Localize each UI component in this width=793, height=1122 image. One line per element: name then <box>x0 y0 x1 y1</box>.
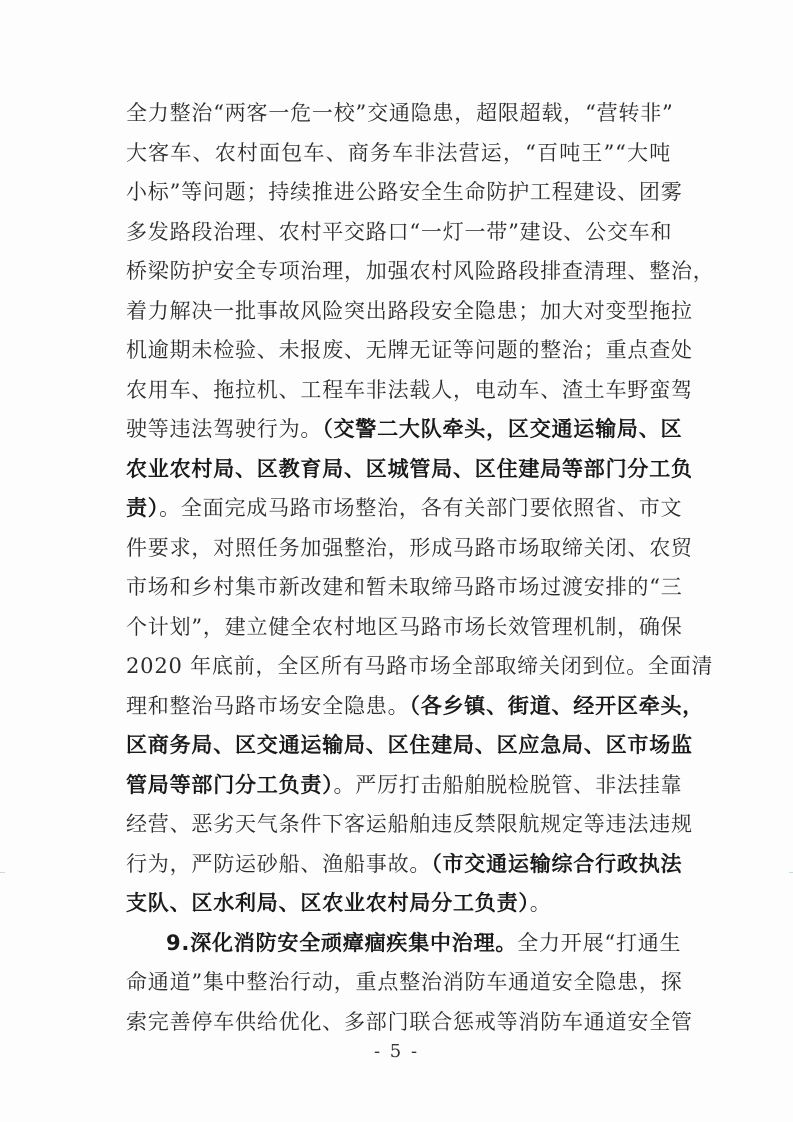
text-line: 件要求，对照任务加强整治，形成马路市场取缔关闭、农贸 <box>126 535 693 560</box>
text-line: 索完善停车供给优化、多部门联合惩戒等消防车通道安全管 <box>126 1009 693 1034</box>
text-line: 驶等违法驾驶行为。（交警二大队牵头，区交通运输局、区 <box>126 417 683 441</box>
text-line: 桥梁防护安全专项治理，加强农村风险路段排查清理、整治， <box>126 259 715 283</box>
body-text <box>126 94 715 1042</box>
text-line: 个计划”，建立健全农村地区马路市场长效管理机制，确保 <box>126 614 683 639</box>
text-line: 2020 年底前，全区所有马路市场全部取缔关闭到位。全面清 <box>126 654 714 678</box>
scan-edge-mark <box>789 872 793 873</box>
text-line: 命通道”集中整治行动，重点整治消防车通道安全隐患，探 <box>126 970 683 994</box>
text-line: 理和整治马路市场安全隐患。（各乡镇、街道、经开区牵头， <box>126 693 705 718</box>
text-line: 支队、区水利局、区农业农村局分工负责）。 <box>126 891 552 915</box>
responsibility-note: 支队、区水利局、区农业农村局分工负责） <box>126 891 530 915</box>
text-line: 全力整治“两客一危一校”交通隐患，超限超载，“营转非” <box>126 101 674 125</box>
responsibility-note: （各乡镇、街道、经开区牵头， <box>409 693 705 718</box>
responsibility-note: （交警二大队牵头，区交通运输局、区 <box>322 417 683 441</box>
text-line: 多发路段治理、农村平交路口“一灯一带”建设、公交车和 <box>126 219 673 244</box>
section-heading: 9.深化消防安全顽瘴痼疾集中治理。 <box>166 930 518 955</box>
responsibility-note: 农业农村局、区教育局、区城管局、区住建局等部门分工负 <box>126 456 693 481</box>
responsibility-note: 区商务局、区交通运输局、区住建局、区应急局、区市场监 <box>126 733 693 757</box>
responsibility-note: （市交通运输综合行政执法 <box>431 851 683 876</box>
text-line: 农用车、拖拉机、工程车非法载人，电动车、渣土车野蛮驾 <box>126 377 693 402</box>
text-line: 责）。全面完成马路市场整治，各有关部门要依照省、市文 <box>126 496 683 520</box>
scan-edge-mark <box>0 872 5 873</box>
text-line: 着力解决一批事故风险突出路段安全隐患；加大对变型拖拉 <box>126 298 693 323</box>
text-line <box>126 450 693 490</box>
section-heading-line: 9.深化消防安全顽瘴痼疾集中治理。全力开展“打通生 <box>166 930 682 955</box>
text-line: 大客车、农村面包车、商务车非法营运，“百吨王”“大吨 <box>126 140 671 165</box>
responsibility-note: 管局等部门分工负责） <box>126 772 334 797</box>
page-number: - 5 - <box>373 1041 420 1062</box>
text-line <box>126 726 693 766</box>
text-line: 市场和乡村集市新改建和暂未取缔马路市场过渡安排的“三 <box>126 575 683 599</box>
text-line: 行为，严防运砂船、渔船事故。（市交通运输综合行政执法 <box>126 851 683 876</box>
text-line: 经营、恶劣天气条件下客运船舶违反禁限航规定等违法违规 <box>126 812 693 836</box>
text-line: 管局等部门分工负责）。严厉打击船舶脱检脱管、非法挂靠 <box>126 772 683 797</box>
text-line: 小标”等问题；持续推进公路安全生命防护工程建设、团雾 <box>126 180 683 204</box>
responsibility-note: 责） <box>126 496 160 520</box>
text-line: 机逾期未检验、未报废、无牌无证等问题的整治；重点查处 <box>126 338 693 362</box>
